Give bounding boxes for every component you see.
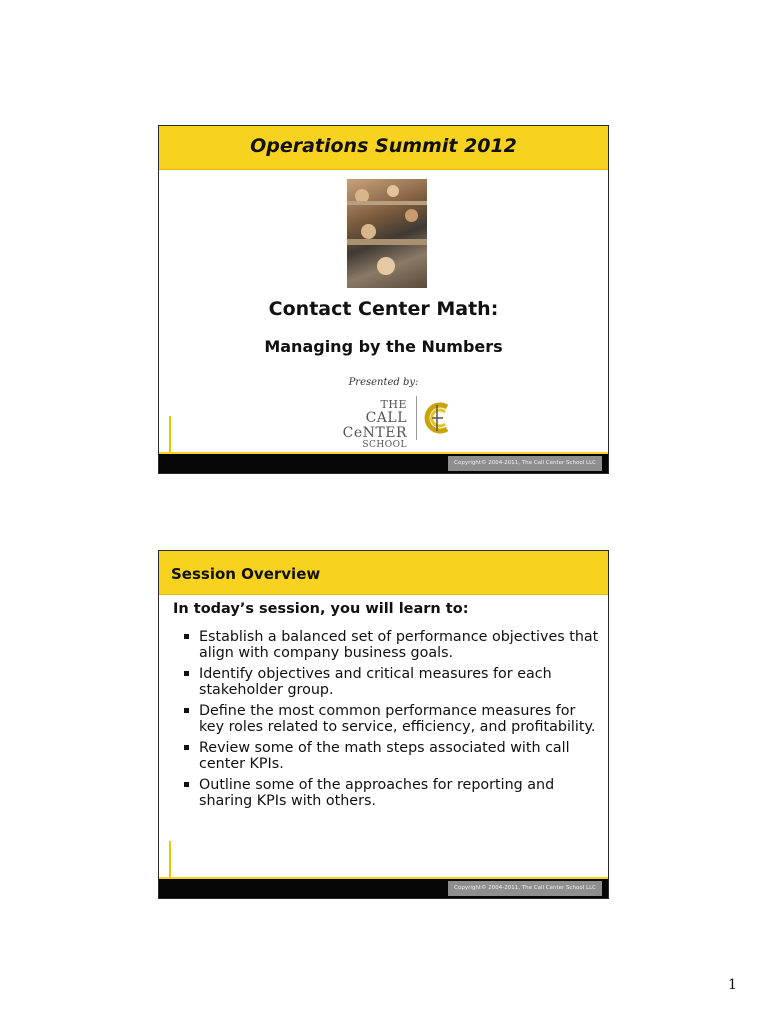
slide-heading: Session Overview [171,565,321,583]
bullet-icon [184,634,189,639]
list-item [181,629,601,661]
slide-header-band [159,551,608,595]
session-lead: In today’s session, you will learn to: [173,601,469,617]
logo-school: SCHOOL [362,440,407,450]
slide-footer [159,879,608,898]
slide-title: Contact Center Math: [268,298,499,320]
list-item-text: Review some of the math steps associated with call center KPIs. [199,740,570,772]
call-center-photo [347,179,427,288]
slide-header-band [159,126,608,170]
logo-center: CeNTER [342,425,407,441]
slide-subtitle: Managing by the Numbers [264,337,503,356]
bullet-icon [184,782,189,787]
page-number: 1 [728,977,737,993]
list-item-text: Identify objectives and critical measures for each stakeholder group. [199,666,552,698]
bullet-icon [184,745,189,750]
presented-by-label: Presented by: [348,377,419,388]
logo-call: CALL [365,410,407,426]
objectives-list [181,629,601,814]
list-item [181,777,601,809]
list-item [181,740,601,772]
copyright-notice: Copyright© 2004-2011, The Call Center School LLC [448,881,602,896]
copyright-notice: Copyright© 2004-2011, The Call Center School LLC [448,456,602,471]
bullet-icon [184,671,189,676]
list-item-text: Define the most common performance measures for key roles related to service, efficiency, and profitability. [199,703,596,735]
logo-the: THE [380,398,407,411]
slide-session-overview [158,550,609,899]
bullet-icon [184,708,189,713]
list-item [181,666,601,698]
list-item [181,703,601,735]
slide-title [158,125,609,474]
list-item-text: Establish a balanced set of performance objectives that align with company business goals. [199,629,599,661]
company-logo-text [337,397,407,450]
event-title: Operations Summit 2012 [250,135,517,157]
logo-divider [416,396,417,440]
list-item-text: Outline some of the approaches for reporting and sharing KPIs with others. [199,777,555,809]
call-center-school-logo-icon [423,401,455,435]
slide-footer [159,454,608,473]
